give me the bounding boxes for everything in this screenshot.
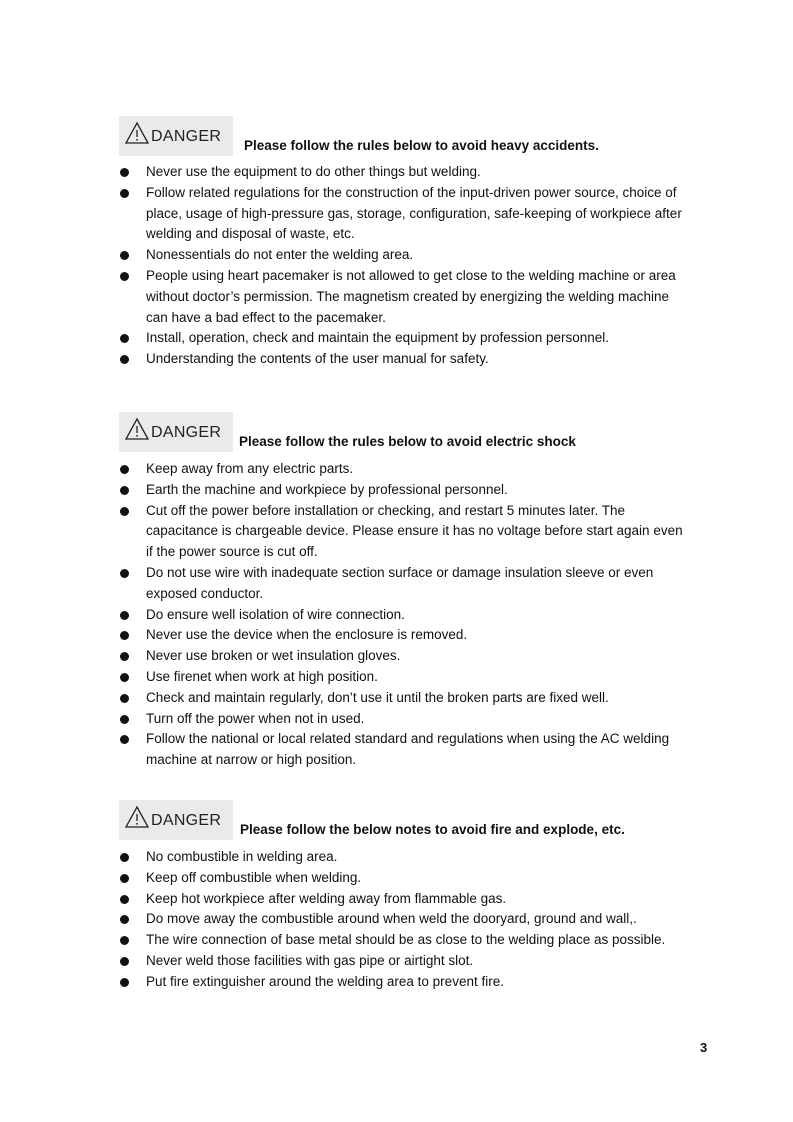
list-item: No combustible in welding area.: [0, 847, 706, 868]
list-item: Follow the national or local related standard and regulations when using the AC welding machine at narrow or high position.: [0, 729, 706, 771]
list-item: Never use the device when the enclosure is removed.: [0, 625, 706, 646]
bullet-icon: [120, 569, 129, 578]
bullet-list: [0, 847, 706, 993]
section-header: [0, 116, 793, 156]
list-item: Check and maintain regularly, don’t use it until the broken parts are fixed well.: [0, 688, 706, 709]
danger-label: DANGER: [151, 812, 222, 829]
warning-triangle-icon: [124, 121, 150, 145]
danger-badge: [119, 800, 233, 840]
section-heading: Please follow the rules below to avoid heavy accidents.: [244, 138, 599, 153]
danger-label: DANGER: [151, 128, 222, 145]
bullet-icon: [120, 334, 129, 343]
bullet-icon: [120, 853, 129, 862]
warning-triangle-icon: [124, 805, 150, 829]
list-item: Turn off the power when not in used.: [0, 709, 706, 730]
bullet-icon: [120, 355, 129, 364]
bullet-icon: [120, 694, 129, 703]
bullet-icon: [120, 936, 129, 945]
bullet-list: [0, 162, 706, 370]
list-item: Do ensure well isolation of wire connection.: [0, 605, 706, 626]
list-item: Never use broken or wet insulation gloves.: [0, 646, 706, 667]
bullet-icon: [120, 874, 129, 883]
section-heavy-accidents: [0, 116, 793, 367]
section-electric-shock: [0, 412, 793, 768]
list-item: Do not use wire with inadequate section surface or damage insulation sleeve or even exposed conductor.: [0, 563, 706, 605]
bullet-icon: [120, 652, 129, 661]
list-item: Never weld those facilities with gas pipe or airtight slot.: [0, 951, 706, 972]
list-item: The wire connection of base metal should be as close to the welding place as possible.: [0, 930, 706, 951]
list-item: Keep off combustible when welding.: [0, 868, 706, 889]
list-item: Use firenet when work at high position.: [0, 667, 706, 688]
list-item: Never use the equipment to do other things but welding.: [0, 162, 706, 183]
danger-label: DANGER: [151, 424, 222, 441]
bullet-icon: [120, 631, 129, 640]
bullet-icon: [120, 465, 129, 474]
bullet-icon: [120, 507, 129, 516]
section-heading: Please follow the rules below to avoid electric shock: [239, 434, 576, 449]
bullet-icon: [120, 673, 129, 682]
list-item: Earth the machine and workpiece by professional personnel.: [0, 480, 706, 501]
list-item: Follow related regulations for the construction of the input-driven power source, choice of place, usage of high-pressure gas, storage, configuration, safe-keeping of workpiece after welding and disposal of waste, etc.: [0, 183, 706, 245]
list-item: Put fire extinguisher around the welding area to prevent fire.: [0, 972, 706, 993]
list-item: Do move away the combustible around when weld the dooryard, ground and wall,.: [0, 909, 706, 930]
list-item: Install, operation, check and maintain the equipment by profession personnel.: [0, 328, 706, 349]
bullet-icon: [120, 915, 129, 924]
bullet-icon: [120, 486, 129, 495]
warning-triangle-icon: [124, 417, 150, 441]
list-item: Keep hot workpiece after welding away from flammable gas.: [0, 889, 706, 910]
list-item: People using heart pacemaker is not allowed to get close to the welding machine or area without doctor’s permission. The magnetism created by energizing the welding machine can have a bad effect to the pacemaker.: [0, 266, 706, 328]
bullet-icon: [120, 251, 129, 260]
list-item: Understanding the contents of the user manual for safety.: [0, 349, 706, 370]
bullet-icon: [120, 168, 129, 177]
bullet-icon: [120, 611, 129, 620]
list-item: Nonessentials do not enter the welding area.: [0, 245, 706, 266]
danger-badge: [119, 412, 233, 452]
bullet-icon: [120, 895, 129, 904]
bullet-icon: [120, 978, 129, 987]
bullet-icon: [120, 715, 129, 724]
list-item: Cut off the power before installation or checking, and restart 5 minutes later. The capacitance is chargeable device. Please ensure it has no voltage before start again even if the power source is cut off.: [0, 501, 706, 563]
bullet-icon: [120, 735, 129, 744]
bullet-list: [0, 459, 706, 771]
bullet-icon: [120, 272, 129, 281]
section-header: [0, 800, 793, 840]
bullet-icon: [120, 957, 129, 966]
section-fire-explode: [0, 800, 793, 989]
list-item: Keep away from any electric parts.: [0, 459, 706, 480]
section-header: [0, 412, 793, 452]
danger-badge: [119, 116, 233, 156]
page-number: 3: [700, 1040, 708, 1055]
section-heading: Please follow the below notes to avoid fire and explode, etc.: [240, 822, 625, 837]
bullet-icon: [120, 189, 129, 198]
